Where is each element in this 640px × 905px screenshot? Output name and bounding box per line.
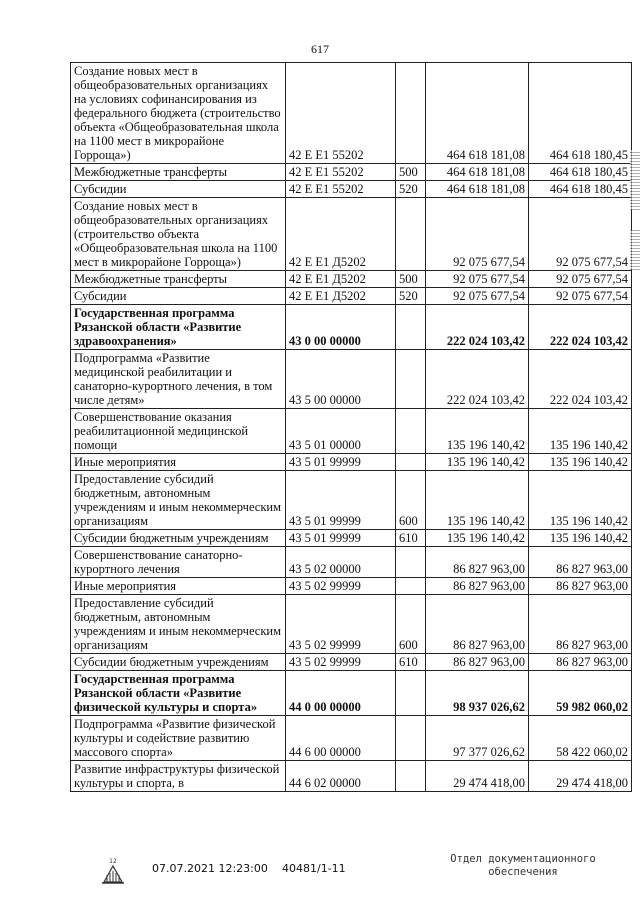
row-sum-1: 135 196 140,42 (426, 409, 529, 454)
row-expense-type (396, 716, 426, 761)
row-code: 43 5 02 00000 (286, 547, 396, 578)
row-expense-type (396, 671, 426, 716)
row-sum-2: 222 024 103,42 (529, 305, 632, 350)
row-sum-1: 464 618 181,08 (426, 181, 529, 198)
table-row (71, 271, 632, 288)
row-sum-2: 29 474 418,00 (529, 761, 632, 792)
row-code: 42 Е Е1 Д5202 (286, 288, 396, 305)
row-expense-type: 500 (396, 271, 426, 288)
table-row (71, 761, 632, 792)
row-expense-type: 520 (396, 181, 426, 198)
row-name: Межбюджетные трансферты (71, 164, 286, 181)
row-expense-type (396, 198, 426, 271)
row-expense-type (396, 761, 426, 792)
row-name: Субсидии бюджетным учреждениям (71, 654, 286, 671)
row-sum-2: 135 196 140,42 (529, 454, 632, 471)
row-sum-1: 92 075 677,54 (426, 271, 529, 288)
row-name: Государственная программа Рязанской области «Развитие здравоохранения» (71, 305, 286, 350)
row-code: 43 5 01 99999 (286, 471, 396, 530)
table-row (71, 654, 632, 671)
document-number: 40481/1-11 (282, 862, 346, 875)
row-expense-type: 500 (396, 164, 426, 181)
row-sum-2: 92 075 677,54 (529, 271, 632, 288)
table-row (71, 547, 632, 578)
row-expense-type: 610 (396, 530, 426, 547)
row-code: 42 Е Е1 Д5202 (286, 271, 396, 288)
row-expense-type (396, 63, 426, 164)
timestamp: 07.07.2021 12:23:00 (152, 862, 268, 875)
row-name: Совершенствование оказания реабилитационной медицинской помощи (71, 409, 286, 454)
row-expense-type (396, 305, 426, 350)
row-expense-type: 600 (396, 471, 426, 530)
table-row (71, 595, 632, 654)
row-sum-1: 135 196 140,42 (426, 530, 529, 547)
budget-table-body (71, 63, 632, 792)
row-code: 43 0 00 00000 (286, 305, 396, 350)
row-sum-2: 86 827 963,00 (529, 595, 632, 654)
row-sum-2: 92 075 677,54 (529, 288, 632, 305)
row-name: Иные мероприятия (71, 578, 286, 595)
department-line-1: Отдел документационного (450, 853, 596, 865)
budget-table (70, 62, 632, 792)
row-name: Субсидии (71, 181, 286, 198)
table-row (71, 409, 632, 454)
row-sum-1: 222 024 103,42 (426, 305, 529, 350)
row-sum-1: 29 474 418,00 (426, 761, 529, 792)
row-sum-1: 97 377 026,62 (426, 716, 529, 761)
row-name: Развитие инфраструктуры физической культуры и спорта, в (71, 761, 286, 792)
page-number: 617 (311, 42, 329, 56)
row-expense-type: 600 (396, 595, 426, 654)
table-row (71, 305, 632, 350)
table-row (71, 716, 632, 761)
row-sum-1: 86 827 963,00 (426, 654, 529, 671)
table-row (71, 454, 632, 471)
row-name: Предоставление субсидий бюджетным, автономным учреждениям и иным некоммерческим организациям (71, 471, 286, 530)
table-row (71, 198, 632, 271)
row-expense-type (396, 409, 426, 454)
row-name: Предоставление субсидий бюджетным, автономным учреждениям и иным некоммерческим организациям (71, 595, 286, 654)
row-sum-1: 135 196 140,42 (426, 454, 529, 471)
row-sum-2: 464 618 180,45 (529, 164, 632, 181)
row-sum-1: 464 618 181,08 (426, 164, 529, 181)
row-name: Создание новых мест в общеобразовательных организациях (строительство объекта «Общеобразовательная школа на 1100 мест в микрорайоне Горроща») (71, 198, 286, 271)
row-sum-1: 86 827 963,00 (426, 578, 529, 595)
row-expense-type (396, 578, 426, 595)
table-row (71, 350, 632, 409)
row-name: Субсидии бюджетным учреждениям (71, 530, 286, 547)
row-sum-2: 86 827 963,00 (529, 578, 632, 595)
row-code: 43 5 02 99999 (286, 578, 396, 595)
row-expense-type: 610 (396, 654, 426, 671)
row-sum-2: 92 075 677,54 (529, 198, 632, 271)
row-sum-1: 222 024 103,42 (426, 350, 529, 409)
row-sum-2: 464 618 180,45 (529, 63, 632, 164)
row-code: 43 5 00 00000 (286, 350, 396, 409)
row-code: 42 Е Е1 55202 (286, 181, 396, 198)
row-code: 44 0 00 00000 (286, 671, 396, 716)
department-stamp (448, 853, 598, 879)
row-sum-2: 135 196 140,42 (529, 471, 632, 530)
row-name: Иные мероприятия (71, 454, 286, 471)
row-name: Межбюджетные трансферты (71, 271, 286, 288)
scan-edge-mark (630, 230, 640, 270)
row-code: 44 6 02 00000 (286, 761, 396, 792)
row-sum-1: 98 937 026,62 (426, 671, 529, 716)
row-sum-2: 86 827 963,00 (529, 654, 632, 671)
department-line-2: обеспечения (488, 866, 558, 878)
row-code: 43 5 01 00000 (286, 409, 396, 454)
row-code: 44 6 00 00000 (286, 716, 396, 761)
row-sum-1: 135 196 140,42 (426, 471, 529, 530)
row-name: Субсидии (71, 288, 286, 305)
row-sum-2: 135 196 140,42 (529, 409, 632, 454)
row-sum-1: 92 075 677,54 (426, 288, 529, 305)
table-row (71, 671, 632, 716)
row-sum-2: 58 422 060,02 (529, 716, 632, 761)
logo-number: 12 (109, 858, 117, 865)
row-code: 42 Е Е1 Д5202 (286, 198, 396, 271)
table-row (71, 530, 632, 547)
table-row (71, 181, 632, 198)
emblem-logo-icon (100, 856, 126, 886)
row-sum-2: 86 827 963,00 (529, 547, 632, 578)
row-sum-2: 135 196 140,42 (529, 530, 632, 547)
row-code: 43 5 02 99999 (286, 595, 396, 654)
row-name: Совершенствование санаторно-курортного лечения (71, 547, 286, 578)
row-code: 43 5 02 99999 (286, 654, 396, 671)
row-name: Подпрограмма «Развитие медицинской реабилитации и санаторно-курортного лечения, в том числе детям» (71, 350, 286, 409)
row-sum-1: 86 827 963,00 (426, 547, 529, 578)
row-code: 43 5 01 99999 (286, 454, 396, 471)
row-sum-1: 92 075 677,54 (426, 198, 529, 271)
row-name: Подпрограмма «Развитие физической культуры и содействие развитию массового спорта» (71, 716, 286, 761)
row-sum-2: 464 618 180,45 (529, 181, 632, 198)
row-name: Государственная программа Рязанской области «Развитие физической культуры и спорта» (71, 671, 286, 716)
row-sum-2: 222 024 103,42 (529, 350, 632, 409)
table-row (71, 578, 632, 595)
row-code: 42 Е Е1 55202 (286, 164, 396, 181)
table-row (71, 288, 632, 305)
row-expense-type (396, 350, 426, 409)
row-sum-1: 464 618 181,08 (426, 63, 529, 164)
row-expense-type: 520 (396, 288, 426, 305)
table-row (71, 164, 632, 181)
row-sum-2: 59 982 060,02 (529, 671, 632, 716)
scan-edge-mark (630, 150, 640, 210)
row-expense-type (396, 547, 426, 578)
row-sum-1: 86 827 963,00 (426, 595, 529, 654)
row-expense-type (396, 454, 426, 471)
row-code: 42 Е Е1 55202 (286, 63, 396, 164)
table-row (71, 63, 632, 164)
row-code: 43 5 01 99999 (286, 530, 396, 547)
table-row (71, 471, 632, 530)
page-footer (0, 852, 640, 892)
row-name: Создание новых мест в общеобразовательных организациях на условиях софинансирования из федерального бюджета (строительство объекта «Общеобразовательная школа на 1100 мест в микрорайоне Горроща») (71, 63, 286, 164)
